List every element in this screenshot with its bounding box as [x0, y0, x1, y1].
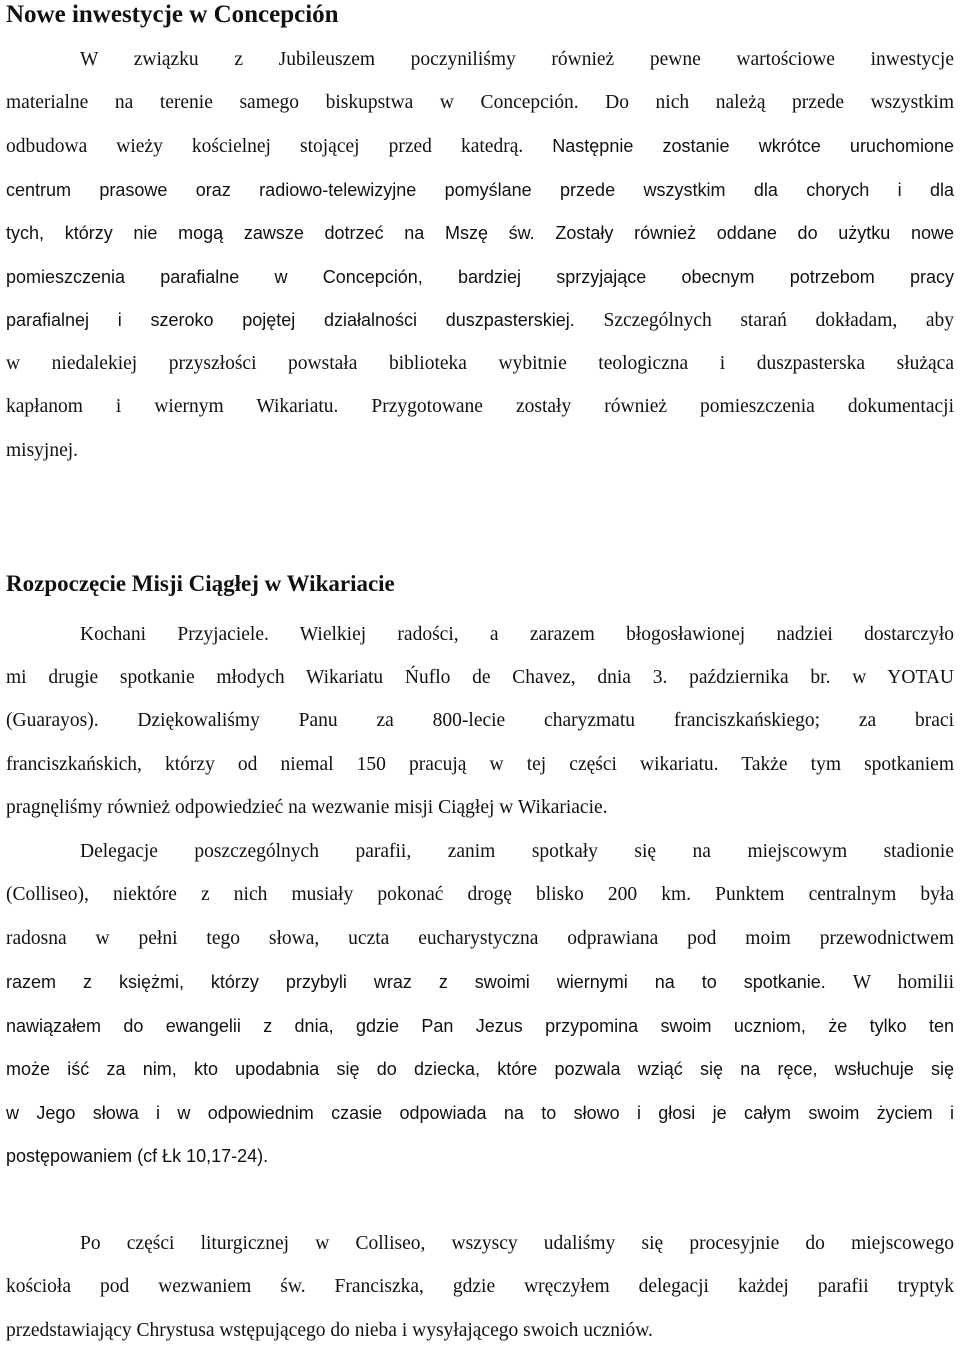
text-line: [6, 1265, 954, 1309]
text-run: w Jego słowa i w odpowiednim czasie odpowiada na to słowo i głosi je całym swoim życiem i: [6, 1103, 954, 1123]
text-line: [6, 124, 954, 168]
text-line: [6, 830, 954, 874]
text-run: w niedalekiej przyszłości powstała biblioteka wybitnie teologiczna i duszpasterska służąca: [6, 353, 954, 374]
text-line: [6, 385, 954, 429]
text-line: [6, 699, 954, 743]
text-line: [6, 342, 954, 386]
text-line: [6, 613, 954, 657]
text-run: radosna w pełni tego słowa, uczta eucharystyczna odprawiana pod moim przewodnictwem: [6, 928, 954, 949]
text-run: Szczególnych starań dokładam, aby: [603, 310, 954, 331]
text-run: pomieszczenia parafialne w Concepción, bardziej sprzyjające obecnym potrzebom pracy: [6, 267, 954, 287]
text-line: [6, 81, 954, 125]
text-run: postępowaniem (cf Łk 10,17-24).: [6, 1146, 269, 1166]
text-line: [6, 429, 954, 473]
section-title-mission: Rozpoczęcie Misji Ciągłej w Wikariacie: [6, 571, 395, 596]
section-title-investments: Nowe inwestycje w Concepción: [6, 1, 339, 28]
text-line: [6, 1309, 954, 1353]
text-line: [6, 1004, 954, 1048]
text-run: Kochani Przyjaciele. Wielkiej radości, a zarazem błogosławionej nadziei dostarczyło: [80, 624, 954, 645]
text-line: [6, 1222, 954, 1266]
text-run: (Guarayos). Dziękowaliśmy Panu za 800-lecie charyzmatu franciszkańskiego; za braci: [6, 710, 954, 731]
text-run: mi drugie spotkanie młodych Wikariatu Ńuflo de Chavez, dnia 3. października br. w YOTAU: [6, 667, 954, 688]
text-run: przedstawiający Chrystusa wstępującego do nieba i wysyłającego swoich uczniów.: [6, 1320, 653, 1341]
text-run: Następnie zostanie wkrótce uruchomione: [552, 136, 954, 156]
text-run: W homilii: [852, 972, 954, 993]
text-run: pragnęliśmy również odpowiedzieć na wezwanie misji Ciągłej w Wikariacie.: [6, 797, 608, 818]
text-line: [6, 211, 954, 255]
text-line: [6, 960, 954, 1004]
text-run: może iść za nim, kto upodabnia się do dziecka, które pozwala wziąć się na ręce, wsłuchuje się: [6, 1059, 954, 1079]
text-run: misyjnej.: [6, 440, 79, 461]
text-run: franciszkańskich, którzy od niemal 150 pracują w tej części wikariatu. Także tym spotkaniem: [6, 754, 954, 775]
text-run: parafialnej i szeroko pojętej działalności duszpasterskiej.: [6, 310, 604, 330]
text-run: (Colliseo), niektóre z nich musiały pokonać drogę blisko 200 km.: [6, 884, 716, 905]
text-line: [6, 38, 954, 82]
text-line: [6, 917, 954, 961]
text-run: razem z księżmi, którzy przybyli wraz z swoimi wiernymi na to spotkanie.: [6, 972, 853, 992]
text-run: Po części liturgicznej w Colliseo, wszyscy udaliśmy się procesyjnie do miejscowego: [80, 1233, 954, 1254]
text-run: kościoła pod wezwaniem św. Franciszka, gdzie wręczyłem delegacji każdej parafii tryptyk: [6, 1276, 954, 1297]
text-line: [6, 168, 954, 212]
text-line: [6, 873, 954, 917]
text-run: Zostały również oddane do użytku nowe: [555, 223, 955, 243]
text-line: [6, 1134, 954, 1178]
text-line: [6, 786, 954, 830]
text-line: [6, 1047, 954, 1091]
text-run: W związku z Jubileuszem poczyniliśmy również pewne wartościowe inwestycje: [80, 49, 954, 70]
text-run: nawiązałem do ewangelii z dnia, gdzie Pan Jezus przypomina swoim uczniom, że tylko ten: [6, 1016, 954, 1036]
text-run: kapłanom i wiernym Wikariatu. Przygotowane zostały również pomieszczenia dokumentacji: [6, 396, 954, 417]
text-line: [6, 743, 954, 787]
text-run: materialne na terenie samego biskupstwa w Concepción. Do nich należą przede wszystkim: [6, 92, 954, 113]
text-line: [6, 1091, 954, 1135]
text-line: [6, 656, 954, 700]
text-run: Delegacje poszczególnych parafii, zanim spotkały się na miejscowym stadionie: [80, 841, 954, 862]
text-line: [6, 255, 954, 299]
text-run: centrum prasowe oraz radiowo-telewizyjne pomyślane przede wszystkim dla chorych i dla: [6, 180, 954, 200]
text-run: Punktem centralnym była: [715, 884, 955, 905]
text-line: [6, 298, 954, 342]
text-run: odbudowa wieży kościelnej stojącej przed katedrą.: [6, 136, 553, 157]
text-run: tych, którzy nie mogą zawsze dotrzeć na Mszę św.: [6, 223, 556, 243]
